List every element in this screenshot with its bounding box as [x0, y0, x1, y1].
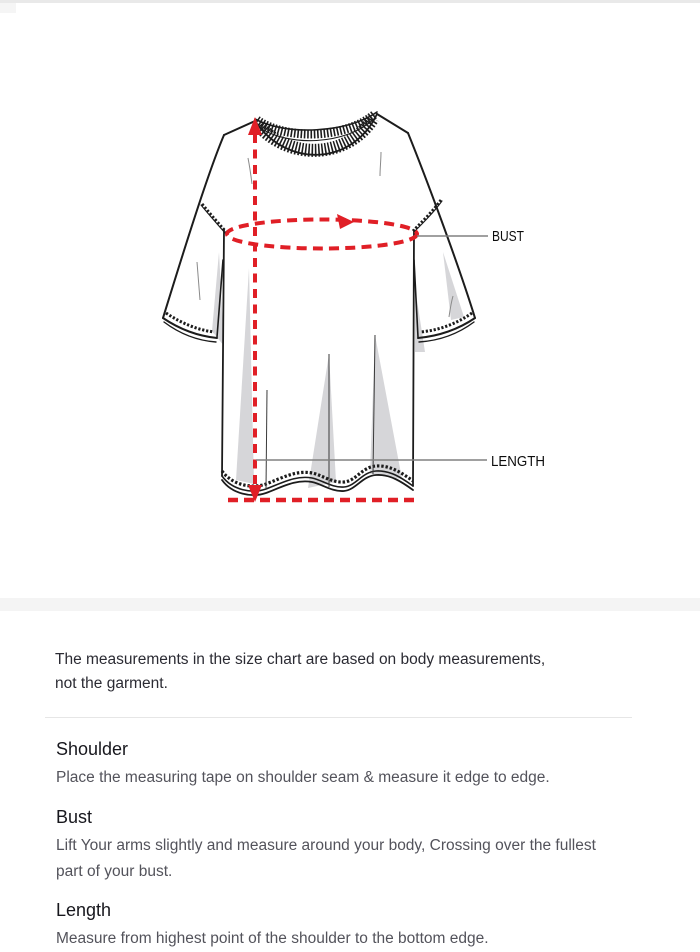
section-separator-band — [0, 598, 700, 611]
fold-shading — [212, 252, 464, 488]
divider-line — [45, 717, 632, 718]
section-shoulder — [56, 738, 660, 791]
measurement-note-line2: not the garment. — [55, 675, 168, 692]
bust-label: BUST — [492, 228, 524, 245]
measurement-note-line1: The measurements in the size chart are based on body measurements, — [55, 651, 546, 668]
bust-description-line2: part of your bust. — [56, 863, 173, 880]
section-bust — [56, 806, 660, 885]
length-description: Measure from highest point of the shoulder to the bottom edge. — [56, 930, 489, 947]
length-heading: Length — [56, 900, 112, 920]
shoulder-description: Place the measuring tape on shoulder seam & measure it edge to edge. — [56, 769, 550, 786]
length-label: LENGTH — [491, 453, 545, 470]
measurement-note — [55, 648, 615, 696]
shoulder-heading: Shoulder — [56, 739, 129, 759]
bust-heading: Bust — [56, 807, 93, 827]
section-length — [56, 899, 660, 952]
bust-description-line1: Lift Your arms slightly and measure around your body, Crossing over the fullest — [56, 837, 596, 854]
